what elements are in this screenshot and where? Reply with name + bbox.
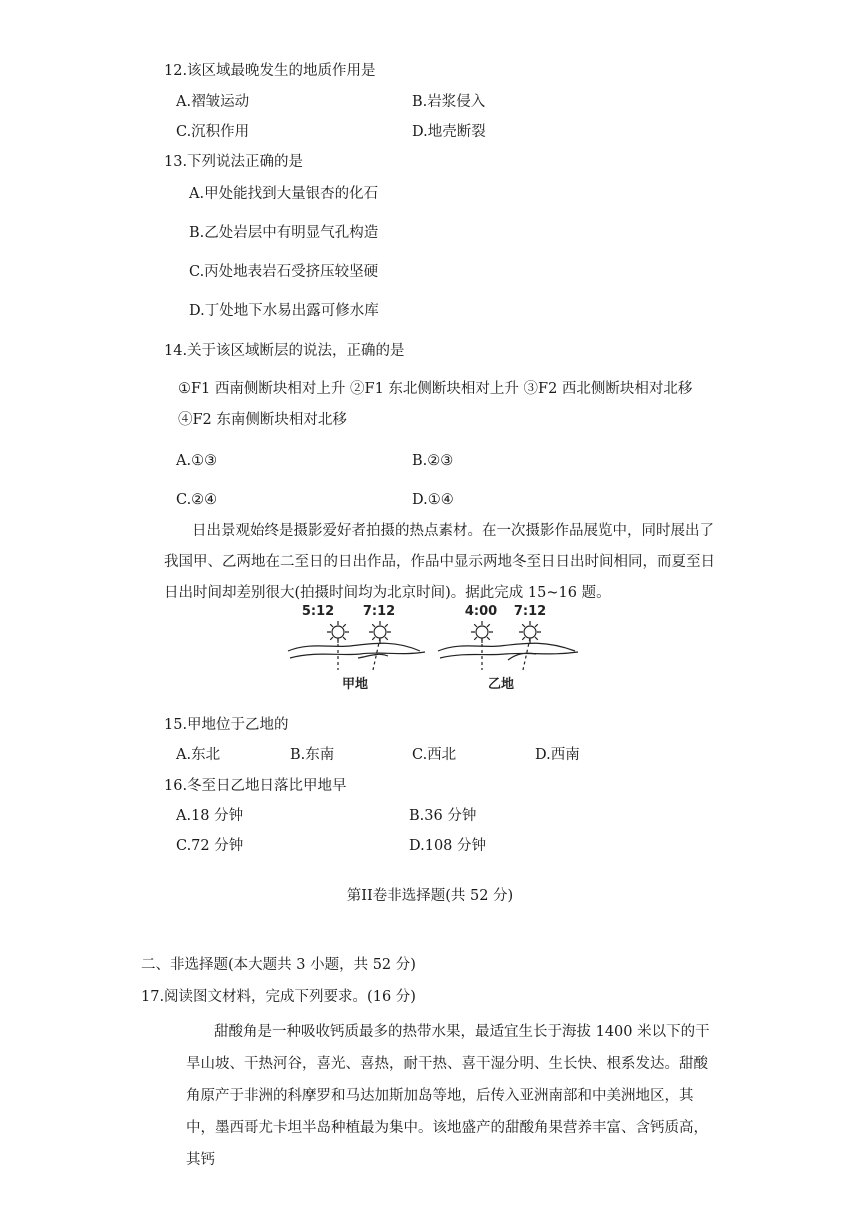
q16-option-d: D.108 分钟 xyxy=(409,838,487,854)
q16-stem: 16.冬至日乙地日落比甲地早 xyxy=(164,778,347,794)
passage-15-16: 日出景观始终是摄影爱好者拍摄的热点素材。在一次摄影作品展览中，同时展出了我国甲、乙两地在二至日的日出作品，作品中显示两地冬至日日出时间相同，而夏至日日出时间却差别很大(拍摄时间均为北京时间)。据此完成 15~16 题。 xyxy=(164,523,715,601)
q15-option-d: D.西南 xyxy=(535,747,580,763)
jia-horizon-line xyxy=(288,643,420,651)
q14-statements: ①F1 西南侧断块相对上升 ②F1 东北侧断块相对上升 ③F2 西北侧断块相对北移 ④F2 东南侧断块相对北移 xyxy=(178,381,693,428)
section2-heading: 二、非选择题(本大题共 3 小题，共 52 分) xyxy=(141,957,416,973)
q17-stem: 17.阅读图文材料，完成下列要求。(16 分) xyxy=(141,989,416,1005)
sunrise-figure xyxy=(280,596,590,694)
q15-stem: 15.甲地位于乙地的 xyxy=(164,717,289,733)
q14-option-b: B.②③ xyxy=(412,453,454,469)
q16-option-c: C.72 分钟 xyxy=(176,838,244,854)
yi-time-2: 7:12 xyxy=(513,604,547,619)
jia-label: 甲地 xyxy=(341,677,369,692)
yi-horizon-line xyxy=(438,643,575,651)
jia-valley-line xyxy=(358,654,388,658)
q15-option-b: B.东南 xyxy=(290,747,335,763)
q16-option-b: B.36 分钟 xyxy=(409,808,477,824)
q17-passage-text: 甜酸角是一种吸收钙质最多的热带水果，最适宜生长于海拔 1400 米以下的干旱山坡、干热河谷，喜光、喜热，耐干热、喜干湿分明、生长快、根系发达。甜酸角原产于非洲的科摩罗和马达加斯加岛等地，后传入亚洲南部和中美洲地区，其中，墨西哥尤卡坦半岛种植最为集中。该地盛产的甜酸角果营养丰富、含钙质高，其钙 xyxy=(186,1024,710,1168)
q12-option-a: A.褶皱运动 xyxy=(176,94,250,110)
q15-option-a: A.东北 xyxy=(176,747,221,763)
q13-option-b: B.乙处岩层中有明显气孔构造 xyxy=(189,225,379,241)
q15-option-c: C.西北 xyxy=(412,747,457,763)
yi-valley-line xyxy=(508,653,536,660)
yi-time-1: 4:00 xyxy=(464,604,498,619)
q14-stem: 14.关于该区域断层的说法，正确的是 xyxy=(164,343,405,359)
q12-option-c: C.沉积作用 xyxy=(176,124,250,140)
q14-option-c: C.②④ xyxy=(176,492,218,508)
q13-option-c: C.丙处地表岩石受挤压较坚硬 xyxy=(189,264,379,280)
q14-option-a: A.①③ xyxy=(176,453,218,469)
q17-passage xyxy=(186,1016,722,1176)
jia-time-1: 5:12 xyxy=(301,604,335,619)
q12-option-b: B.岩浆侵入 xyxy=(412,94,486,110)
q13-option-a: A.甲处能找到大量银杏的化石 xyxy=(189,186,379,202)
jia-hill-line xyxy=(290,652,425,658)
yi-hill-line xyxy=(440,652,578,658)
jia-time-2: 7:12 xyxy=(362,604,396,619)
q12-stem: 12.该区域最晚发生的地质作用是 xyxy=(164,63,376,79)
yi-label: 乙地 xyxy=(487,677,515,692)
q13-stem: 13.下列说法正确的是 xyxy=(164,154,304,170)
q16-option-a: A.18 分钟 xyxy=(176,808,244,824)
q14-option-d: D.①④ xyxy=(412,492,454,508)
q13-option-d: D.丁处地下水易出露可修水库 xyxy=(189,303,379,319)
q12-option-d: D.地壳断裂 xyxy=(412,124,486,140)
part2-title: 第II卷非选择题(共 52 分) xyxy=(346,888,514,904)
